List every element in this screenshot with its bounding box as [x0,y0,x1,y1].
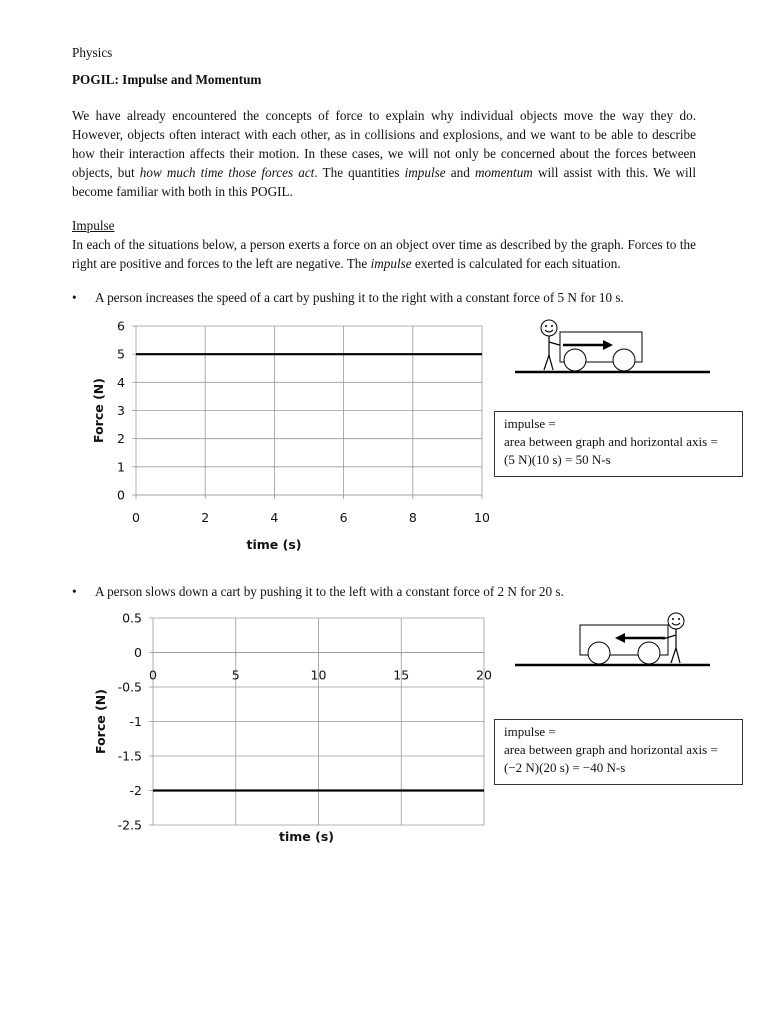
x-tick-label: 2 [201,510,210,525]
subject-label: Physics [72,45,113,60]
y-tick-label: -0.5 [117,679,142,695]
x-tick-label: 4 [270,510,279,525]
intro-text-4: will assist with this. We will become familiar with both in this POGIL. [72,165,696,199]
x-axis-title: time (s) [246,537,302,552]
bullet-marker: • [72,290,77,305]
intro-emphasis: how much time those forces act [139,165,315,180]
x-tick-label: 5 [231,667,240,683]
box-2-line-3: (−2 N)(20 s) = −40 N-s [504,760,626,775]
cart-icon [580,625,668,664]
x-tick-label: 20 [476,667,492,683]
y-tick-label: 5 [117,346,125,362]
y-tick-label: 1 [117,459,125,475]
x-tick-label: 10 [474,510,490,525]
x-tick-label: 8 [408,510,417,525]
y-axis-title: Force (N) [93,689,108,754]
y-tick-label: 4 [117,374,125,390]
x-tick-label: 0 [132,510,140,525]
impulse-calculation-box-2 [494,719,743,785]
x-tick-label: 0 [149,667,157,683]
x-tick-label: 15 [393,667,410,683]
page-title: POGIL: Impulse and Momentum [72,72,262,87]
situation-1-text: A person increases the speed of a cart by pushing it to the right with a constant force of 5 N for 10 s. [95,290,624,305]
box-2-line-2: area between graph and horizontal axis = [504,742,718,757]
y-tick-label: 3 [117,403,125,418]
y-tick-label: 0 [117,487,125,503]
y-tick-label: -2.5 [117,817,142,833]
y-tick-label: 6 [117,318,125,334]
bullet-marker: • [72,584,77,599]
intro-text-3: and [445,165,475,180]
y-tick-label: 0.5 [122,610,142,626]
impulse-text-1: In each of the situations below, a person exerts a force on an object over time as described by the graph. Forces to the right are positive and forces to the left are negative. The [72,237,696,271]
intro-term-momentum: momentum [474,165,533,180]
intro-term-impulse: impulse [404,165,446,180]
impulse-text-2: exerted is calculated for each situation. [411,256,621,271]
box-1-line-2: area between graph and horizontal axis = [504,434,718,449]
x-axis-title: time (s) [279,829,334,844]
y-tick-label: -1 [129,714,142,729]
y-tick-label: -1.5 [117,748,142,764]
box-1-line-3: (5 N)(10 s) = 50 N-s [504,452,611,467]
intro-text-2: . The quantities [314,165,405,180]
y-tick-label: 0 [134,645,142,660]
y-tick-label: -2 [129,783,142,798]
x-tick-label: 6 [339,510,348,525]
box-2-line-1: impulse = [504,724,556,739]
intro-text-1: We have already encountered the concepts of force to explain why individual objects move the way they do. However, objects often interact with each other, as in collisions and explosions, and we want to be able to describe how their interaction affects their motion. In these cases, we will not only be concerned about the forces between objects, but [72,108,696,180]
impulse-term: impulse [370,256,412,271]
y-axis-title: Force (N) [91,378,106,443]
impulse-heading: Impulse [72,218,115,233]
y-tick-label: 2 [117,431,125,447]
x-tick-label: 10 [310,667,327,683]
cart-push-left-illustration [505,608,720,673]
situation-2-text: A person slows down a cart by pushing it to the left with a constant force of 2 N for 20 s. [95,584,564,599]
box-1-line-1: impulse = [504,416,556,431]
